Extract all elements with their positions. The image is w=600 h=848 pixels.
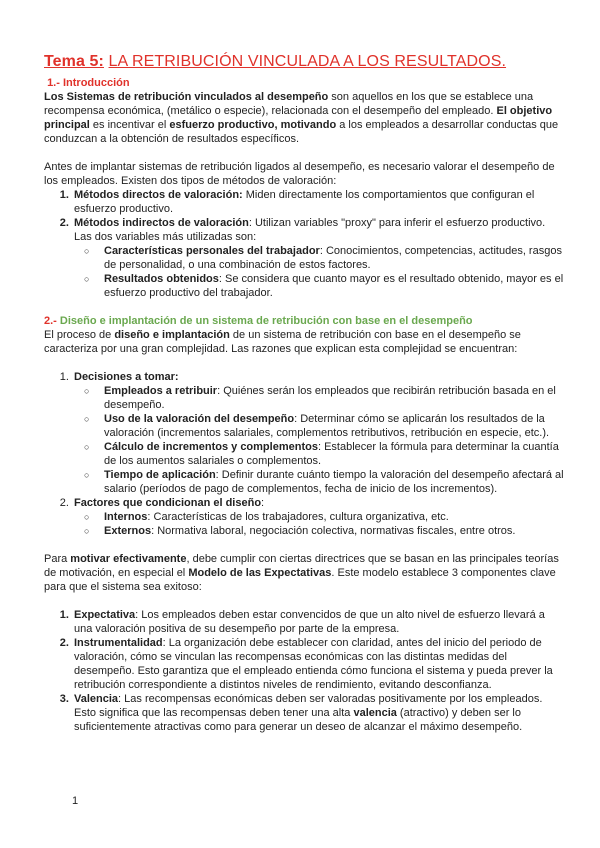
list-item: ○ Tiempo de aplicación: Definir durante cuánto tiempo la valoración del desempeño afectará al salario (períodos de pago de complementos, fecha de inicio de los incrementos).: [104, 468, 564, 496]
list-item: ○ Uso de la valoración del desempeño: Determinar cómo se aplicarán los resultados de la valoración (incrementos salariales, complementos retributivos, retribución en especie, etc.).: [104, 412, 564, 440]
title-label: Tema 5:: [44, 53, 104, 70]
list-item: 1. Expectativa: Los empleados deben estar convencidos de que un alto nivel de esfuerzo llevará a una valoración positiva de su desempeño por parte de la empresa.: [72, 608, 564, 636]
list-item: 2. Factores que condicionan el diseño: ○ Internos: Características de los trabajadores, cultura organizativa, etc. ○ Externos: Normativa laboral, negociación colectiva, normativas fiscales, entre otros.: [72, 496, 564, 538]
list-item: ○ Resultados obtenidos: Se considera que cuanto mayor es el resultado obtenido, mayor es el esfuerzo productivo del trabajador.: [104, 272, 564, 300]
list-item: 2. Instrumentalidad: La organización debe establecer con claridad, antes del inicio del periodo de valoración, cómo se vinculan las recompensas económicas con las distintas medidas del desempeño. Esto garantiza que el empleado entienda cómo funciona el sistema y pueda prever la retribución correspondiente a distintos niveles de rendimiento, evitando desconfianza.: [72, 636, 564, 692]
document-page: [44, 52, 564, 734]
document-title: [44, 52, 564, 72]
list-item: 1. Decisiones a tomar: ○ Empleados a retribuir: Quiénes serán los empleados que recibirán retribución basada en el desempeño. ○ Uso de la valoración del desempeño: Determinar cómo se aplicarán los resultados de la valoración (incrementos salariales, complementos retributivos, retribución en especie, etc.). ○ Cálculo de incrementos y complementos: Establecer la fórmula para determinar la cuantía de los aumentos salariales o complementos. ○ Tiempo de aplicación: Definir durante cuánto tiempo la valoración del desempeño afectará al salario (períodos de pago de complementos, fecha de inicio de los incrementos).: [72, 370, 564, 496]
page-number: 1: [72, 795, 79, 807]
list-item: ○ Características personales del trabajador: Conocimientos, competencias, actitudes, rasgos de personalidad, o una combinación de estos factores.: [104, 244, 564, 272]
list-item: 2. Métodos indirectos de valoración: Utilizan variables "proxy" para inferir el esfuerzo productivo. Las dos variables más utilizadas son: ○ Características personales del trabajador: Conocimientos, competencias, actitudes, rasgos de personalidad, o una combinación de estos factores. ○ Resultados obtenidos: Se considera que cuanto mayor es el resultado obtenido, mayor es el esfuerzo productivo del trabajador.: [72, 216, 564, 300]
design-paragraph: El proceso de diseño e implantación de un sistema de retribución con base en el desempeño se caracteriza por una gran complejidad. Las razones que explican esta complejidad se encuentran:: [44, 329, 521, 355]
title-text: LA RETRIBUCIÓN VINCULADA A LOS RESULTADOS.: [108, 53, 507, 70]
list-item: ○ Internos: Características de los trabajadores, cultura organizativa, etc.: [104, 510, 564, 524]
list-item: ○ Cálculo de incrementos y complementos: Establecer la fórmula para determinar la cuantía de los aumentos salariales o complementos.: [104, 440, 564, 468]
valuation-paragraph: Antes de implantar sistemas de retribución ligados al desempeño, es necesario valorar el desempeño de los empleados. Existen dos tipos de métodos de valoración:: [44, 161, 555, 187]
list-item: 1. Métodos directos de valoración: Miden directamente los comportamientos que configuran el esfuerzo productivo.: [72, 188, 564, 216]
factors-list: [74, 510, 564, 538]
expectancy-components-list: [44, 608, 564, 734]
section-1-heading: 1.- Introducción: [47, 77, 130, 89]
decisions-list: [74, 384, 564, 496]
list-item: ○ Externos: Normativa laboral, negociación colectiva, normativas fiscales, entre otros.: [104, 524, 564, 538]
complexity-list: [44, 370, 564, 538]
list-item: 3. Valencia: Las recompensas económicas deben ser valoradas positivamente por los empleados. Esto significa que las recompensas deben tener una alta valencia (atractivo) y deben ser lo suficientemente atractivas como para generar un deseo de alcanzar el máximo desempeño.: [72, 692, 564, 734]
intro-paragraph: Los Sistemas de retribución vinculados al desempeño son aquellos en los que se establece una recompensa económica, (metálico o especie), relacionada con el desempeño del empleado. El objetivo principal es incentivar el esfuerzo productivo, motivando a los empleados a desarrollar conductas que conduzcan a la obtención de resultados específicos.: [44, 91, 559, 145]
valuation-methods-list: [44, 188, 564, 300]
motivation-paragraph: Para motivar efectivamente, debe cumplir con ciertas directrices que se basan en las principales teorías de motivación, en especial el Modelo de las Expectativas. Este modelo establece 3 componentes clave para que el sistema sea exitoso:: [44, 553, 559, 593]
proxy-variables-list: [74, 244, 564, 300]
list-item: ○ Empleados a retribuir: Quiénes serán los empleados que recibirán retribución basada en el desempeño.: [104, 384, 564, 412]
section-2-heading: 2.- Diseño e implantación de un sistema de retribución con base en el desempeño: [44, 315, 473, 327]
